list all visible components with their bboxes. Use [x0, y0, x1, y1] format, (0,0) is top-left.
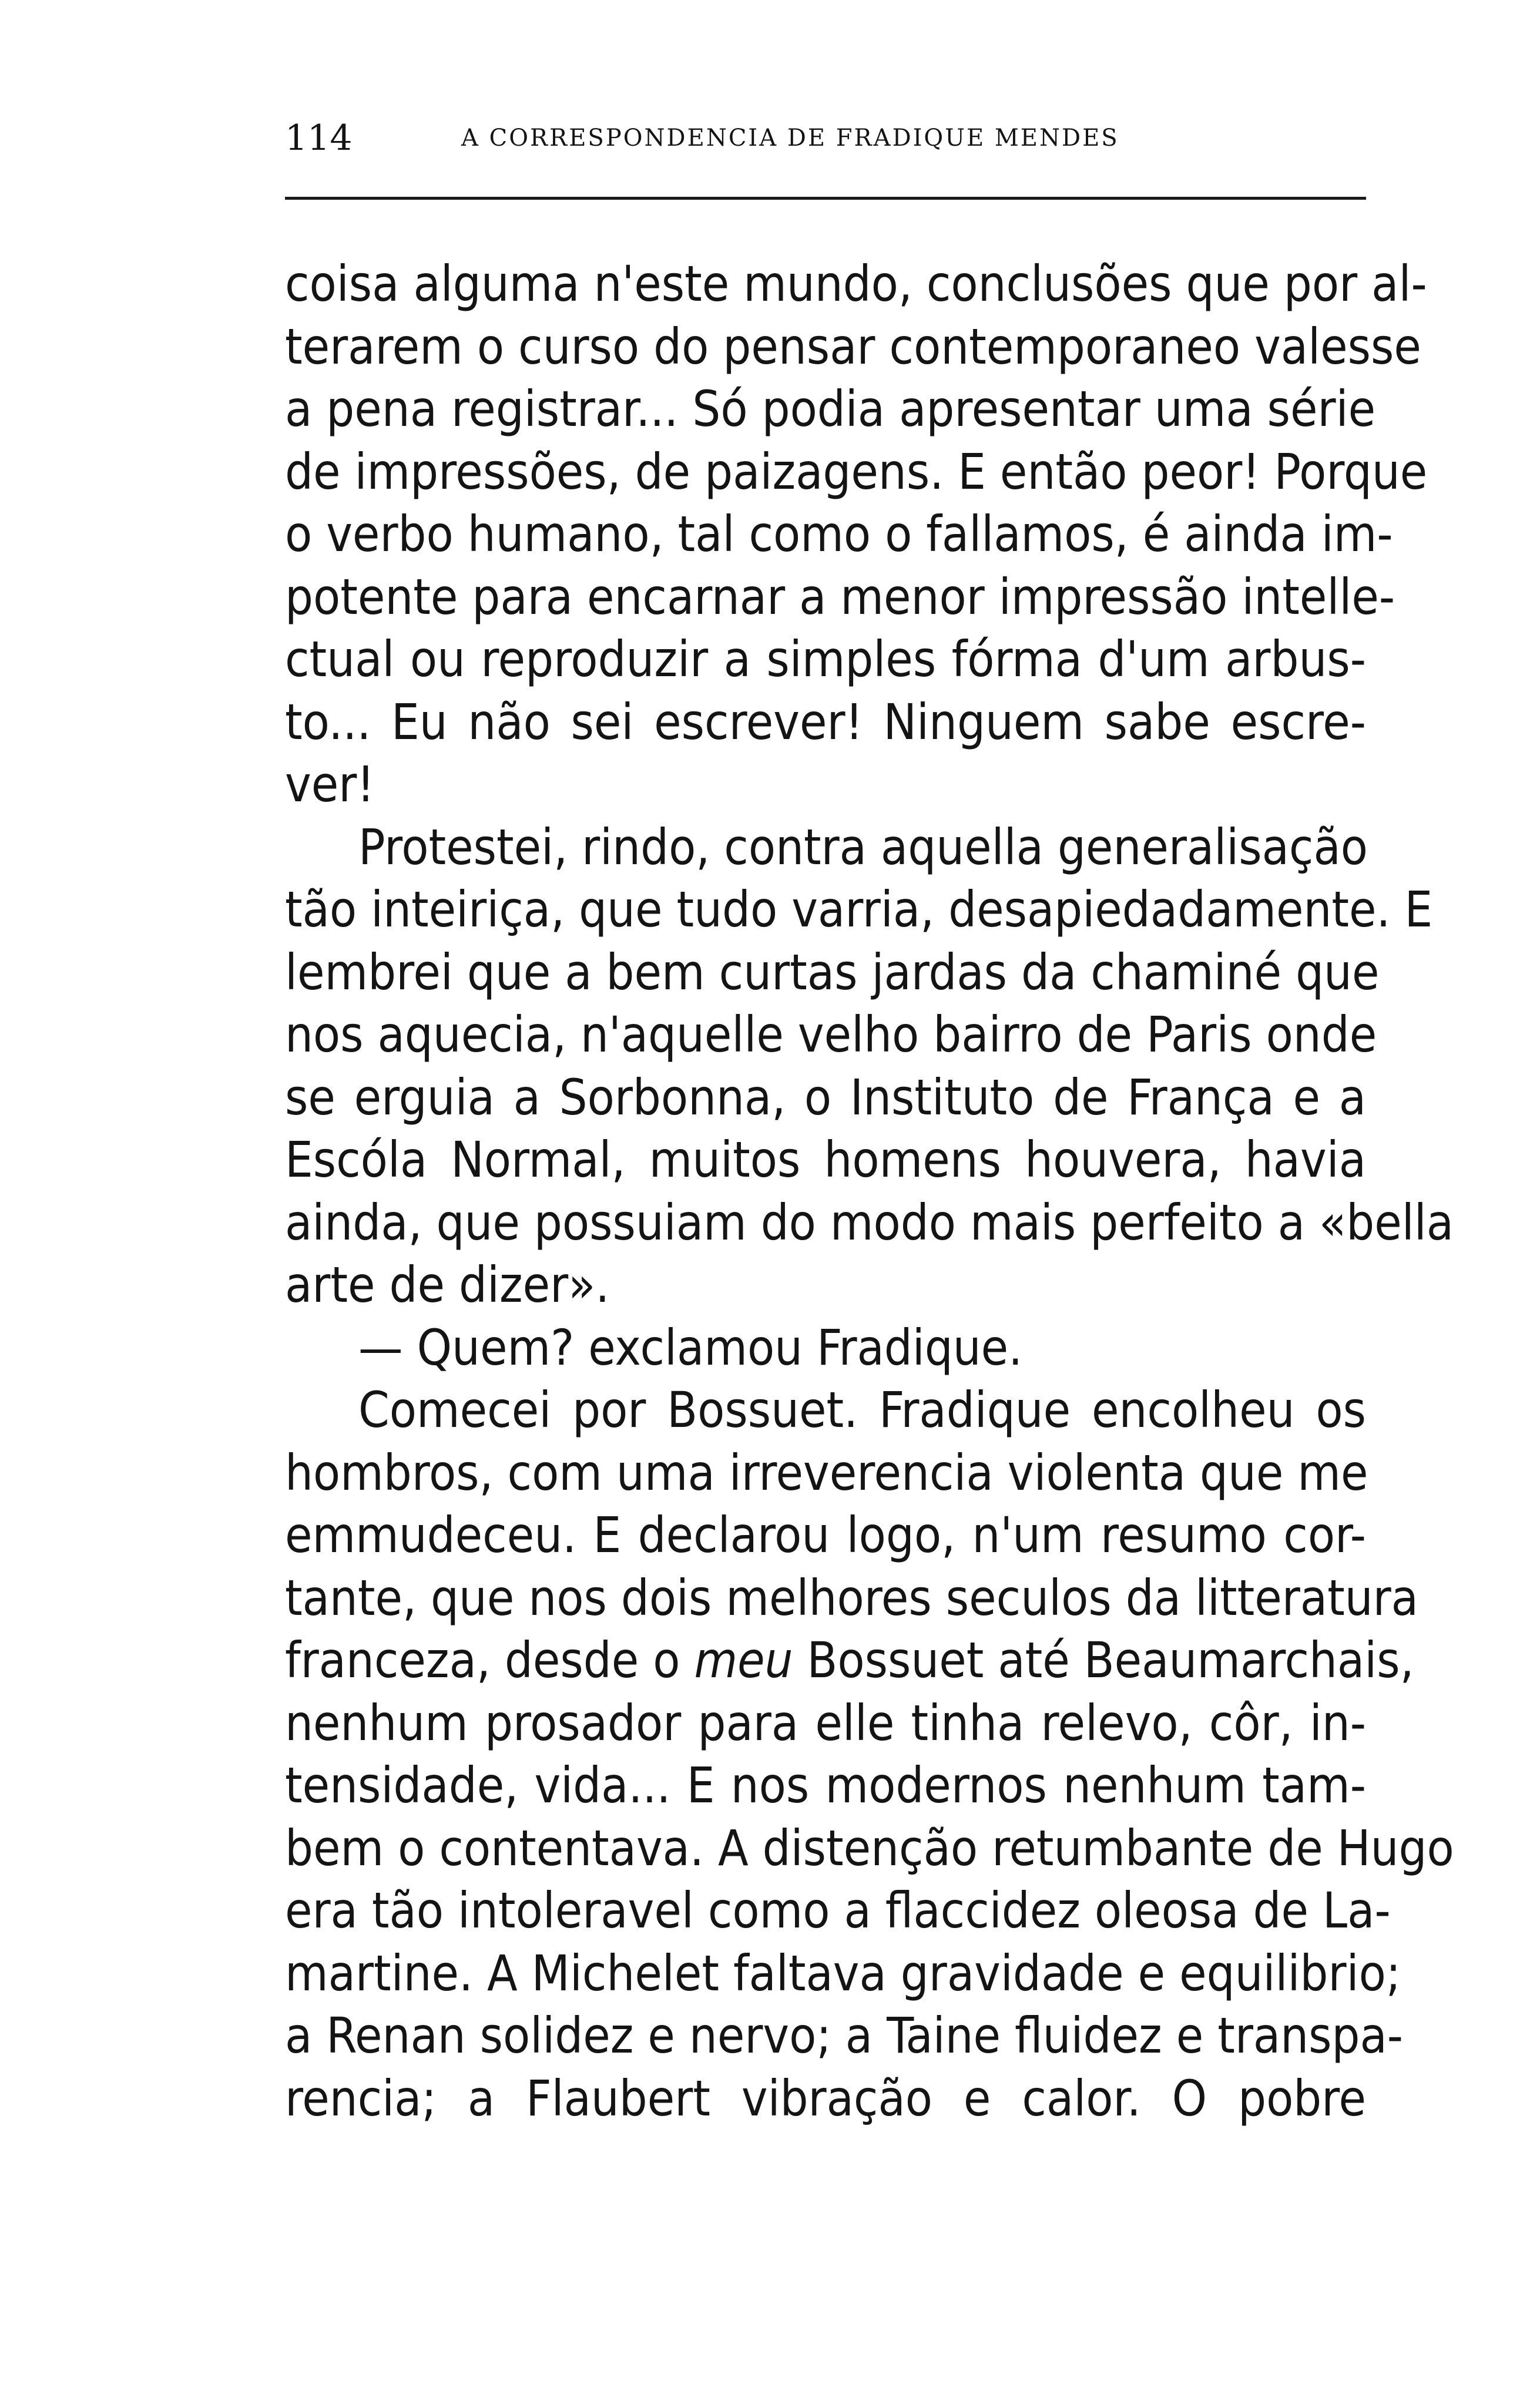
text-line: se erguia a Sorbonna, o Instituto de França e a — [285, 1068, 1366, 1126]
text-line: emmudeceu. E declarou logo, n'um resumo cor- — [285, 1506, 1366, 1564]
text-line: era tão intoleravel como a flaccidez oleosa de La- — [285, 1882, 1391, 1939]
text-line: terarem o curso do pensar contemporaneo valesse — [285, 317, 1421, 375]
text-line: coisa alguma n'este mundo, conclusões que por al- — [285, 255, 1427, 313]
text-line: rencia; a Flaubert vibração e calor. O pobre — [285, 2069, 1366, 2127]
text-line: hombros, com uma irreverencia violenta que me — [285, 1443, 1368, 1502]
text-line: Protestei, rindo, contra aquella generalisação — [358, 818, 1368, 876]
text-line: o verbo humano, tal como o fallamos, é ainda im- — [285, 505, 1393, 563]
text-line: de impressões, de paizagens. E então peor! Porque — [285, 442, 1428, 501]
header-rule — [285, 197, 1366, 200]
text-line: ctual ou reproduzir a simples fórma d'um arbus- — [285, 630, 1366, 688]
text-line — [285, 1629, 1414, 1692]
running-title: A CORRESPONDENCIA DE FRADIQUE MENDES — [461, 125, 1119, 152]
text-line: a pena registrar... Só podia apresentar uma série — [285, 380, 1376, 438]
text-line: ainda, que possuiam do modo mais perfeito a «bella — [285, 1193, 1454, 1251]
text-line: nenhum prosador para elle tinha relevo, côr, in- — [285, 1694, 1366, 1752]
text-line: tensidade, vida... E nos modernos nenhum tam- — [285, 1757, 1366, 1814]
text-line: bem o contentava. A distenção retumbante de Hugo — [285, 1819, 1454, 1877]
text-line: nos aquecia, n'aquelle velho bairro de Paris onde — [285, 1006, 1377, 1063]
text-line: tante, que nos dois melhores seculos da litteratura — [285, 1569, 1418, 1627]
text-line: to... Eu não sei escrever! Ninguem sabe escre- — [285, 693, 1366, 751]
text-line: ver! — [285, 755, 375, 813]
text-line: arte de dizer». — [285, 1256, 610, 1314]
text-line: Comecei por Bossuet. Fradique encolheu os — [358, 1381, 1366, 1439]
running-head — [285, 112, 1366, 164]
text-segment: Bossuet até Beaumarchais, — [793, 1631, 1414, 1689]
text-line: lembrei que a bem curtas jardas da chaminé que — [285, 943, 1380, 1001]
body-text — [285, 253, 1454, 2130]
text-line: a Renan solidez e nervo; a Taine fluidez e transpa- — [285, 2007, 1404, 2064]
emphasis: meu — [694, 1631, 793, 1689]
text-line: — Quem? exclamou Fradique. — [358, 1318, 1023, 1376]
text-line: potente para encarnar a menor impressão intelle- — [285, 567, 1395, 626]
text-line: tão inteiriça, que tudo varria, desapiedadamente. E — [285, 881, 1433, 938]
text-line: martine. A Michelet faltava gravidade e equilibrio; — [285, 1944, 1401, 2002]
page-number: 114 — [285, 117, 353, 159]
text-segment: franceza, desde o — [285, 1631, 694, 1689]
text-line: Escóla Normal, muitos homens houvera, havia — [285, 1131, 1366, 1188]
